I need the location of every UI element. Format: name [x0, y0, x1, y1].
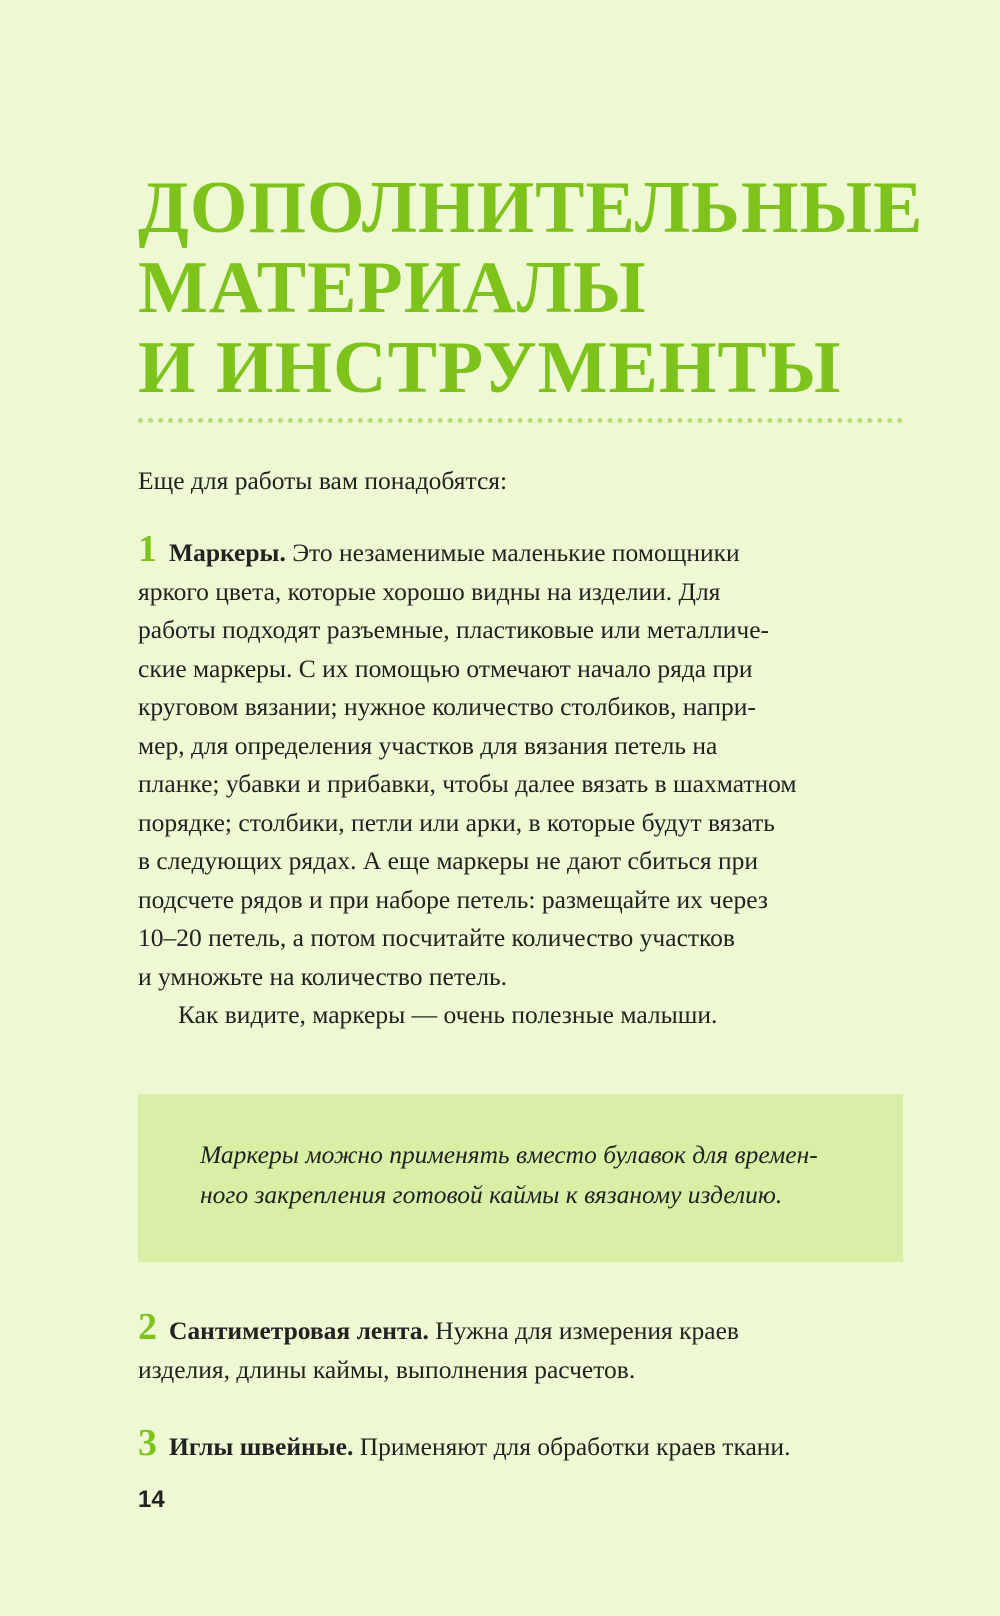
item-number: 2	[138, 1306, 157, 1348]
item-text-line: подсчете рядов и при наборе петель: размещайте их через	[138, 884, 768, 914]
item-heading: Маркеры.	[169, 538, 286, 567]
item-text-line: планке; убавки и прибавки, чтобы далее вязать в шахматном	[138, 769, 797, 798]
list-item-sewing-needles	[138, 1422, 903, 1467]
item-text-line: изделия, длины каймы, выполнения расчетов.	[138, 1354, 636, 1384]
tip-text	[200, 1135, 818, 1215]
item-number: 3	[138, 1422, 157, 1464]
item-heading: Сантиметровая лента.	[169, 1316, 429, 1345]
item-text-line: мер, для определения участков для вязания петель на	[138, 730, 718, 760]
dotted-divider	[138, 418, 903, 423]
item-text-line: в следующих рядах. А еще маркеры не дают сбиться при	[138, 846, 759, 875]
item-first-line	[138, 1422, 903, 1467]
item-text-line: работы подходят разъемные, пластиковые или металличе-	[138, 615, 770, 644]
title-line-3: И ИНСТРУМЕНТЫ	[138, 327, 842, 409]
list-item-markers	[138, 528, 903, 1035]
item-heading: Иглы швейные.	[169, 1432, 354, 1461]
tip-box	[138, 1094, 903, 1262]
item-text-line: Нужна для измерения краев	[428, 1316, 739, 1345]
list-item-tape-measure	[138, 1306, 903, 1389]
item-number: 1	[138, 528, 157, 570]
page-title	[138, 167, 924, 409]
item-text-line: и умножьте на количество петель.	[138, 961, 508, 991]
item-text-line: яркого цвета, которые хорошо видны на изделии. Для	[138, 576, 721, 606]
item-text-line: 10–20 петель, а потом посчитайте количество участков	[138, 923, 735, 952]
page-number: 14	[138, 1486, 165, 1513]
tip-line: ного закрепления готовой каймы к вязаному изделию.	[200, 1180, 783, 1209]
item-first-line	[138, 1306, 903, 1351]
intro-text: Еще для работы вам понадобятся:	[138, 466, 508, 495]
item-text-line: Применяют для обработки краев ткани.	[353, 1432, 791, 1461]
item-extra-paragraph: Как видите, маркеры — очень полезные малыши.	[178, 1000, 718, 1029]
item-first-line	[138, 528, 903, 573]
item-text-line: круговом вязании; нужное количество столбиков, напри-	[138, 692, 756, 721]
title-line-1: ДОПОЛНИТЕЛЬНЫЕ	[138, 167, 924, 249]
item-text-line: Это незаменимые маленькие помощники	[285, 538, 740, 567]
item-text-line: ские маркеры. С их помощью отмечают начало ряда при	[138, 653, 753, 683]
item-text-line: порядке; столбики, петли или арки, в которые будут вязать	[138, 807, 775, 837]
tip-line: Маркеры можно применять вместо булавок для времен-	[200, 1140, 818, 1169]
title-line-2: МАТЕРИАЛЫ	[138, 247, 647, 329]
